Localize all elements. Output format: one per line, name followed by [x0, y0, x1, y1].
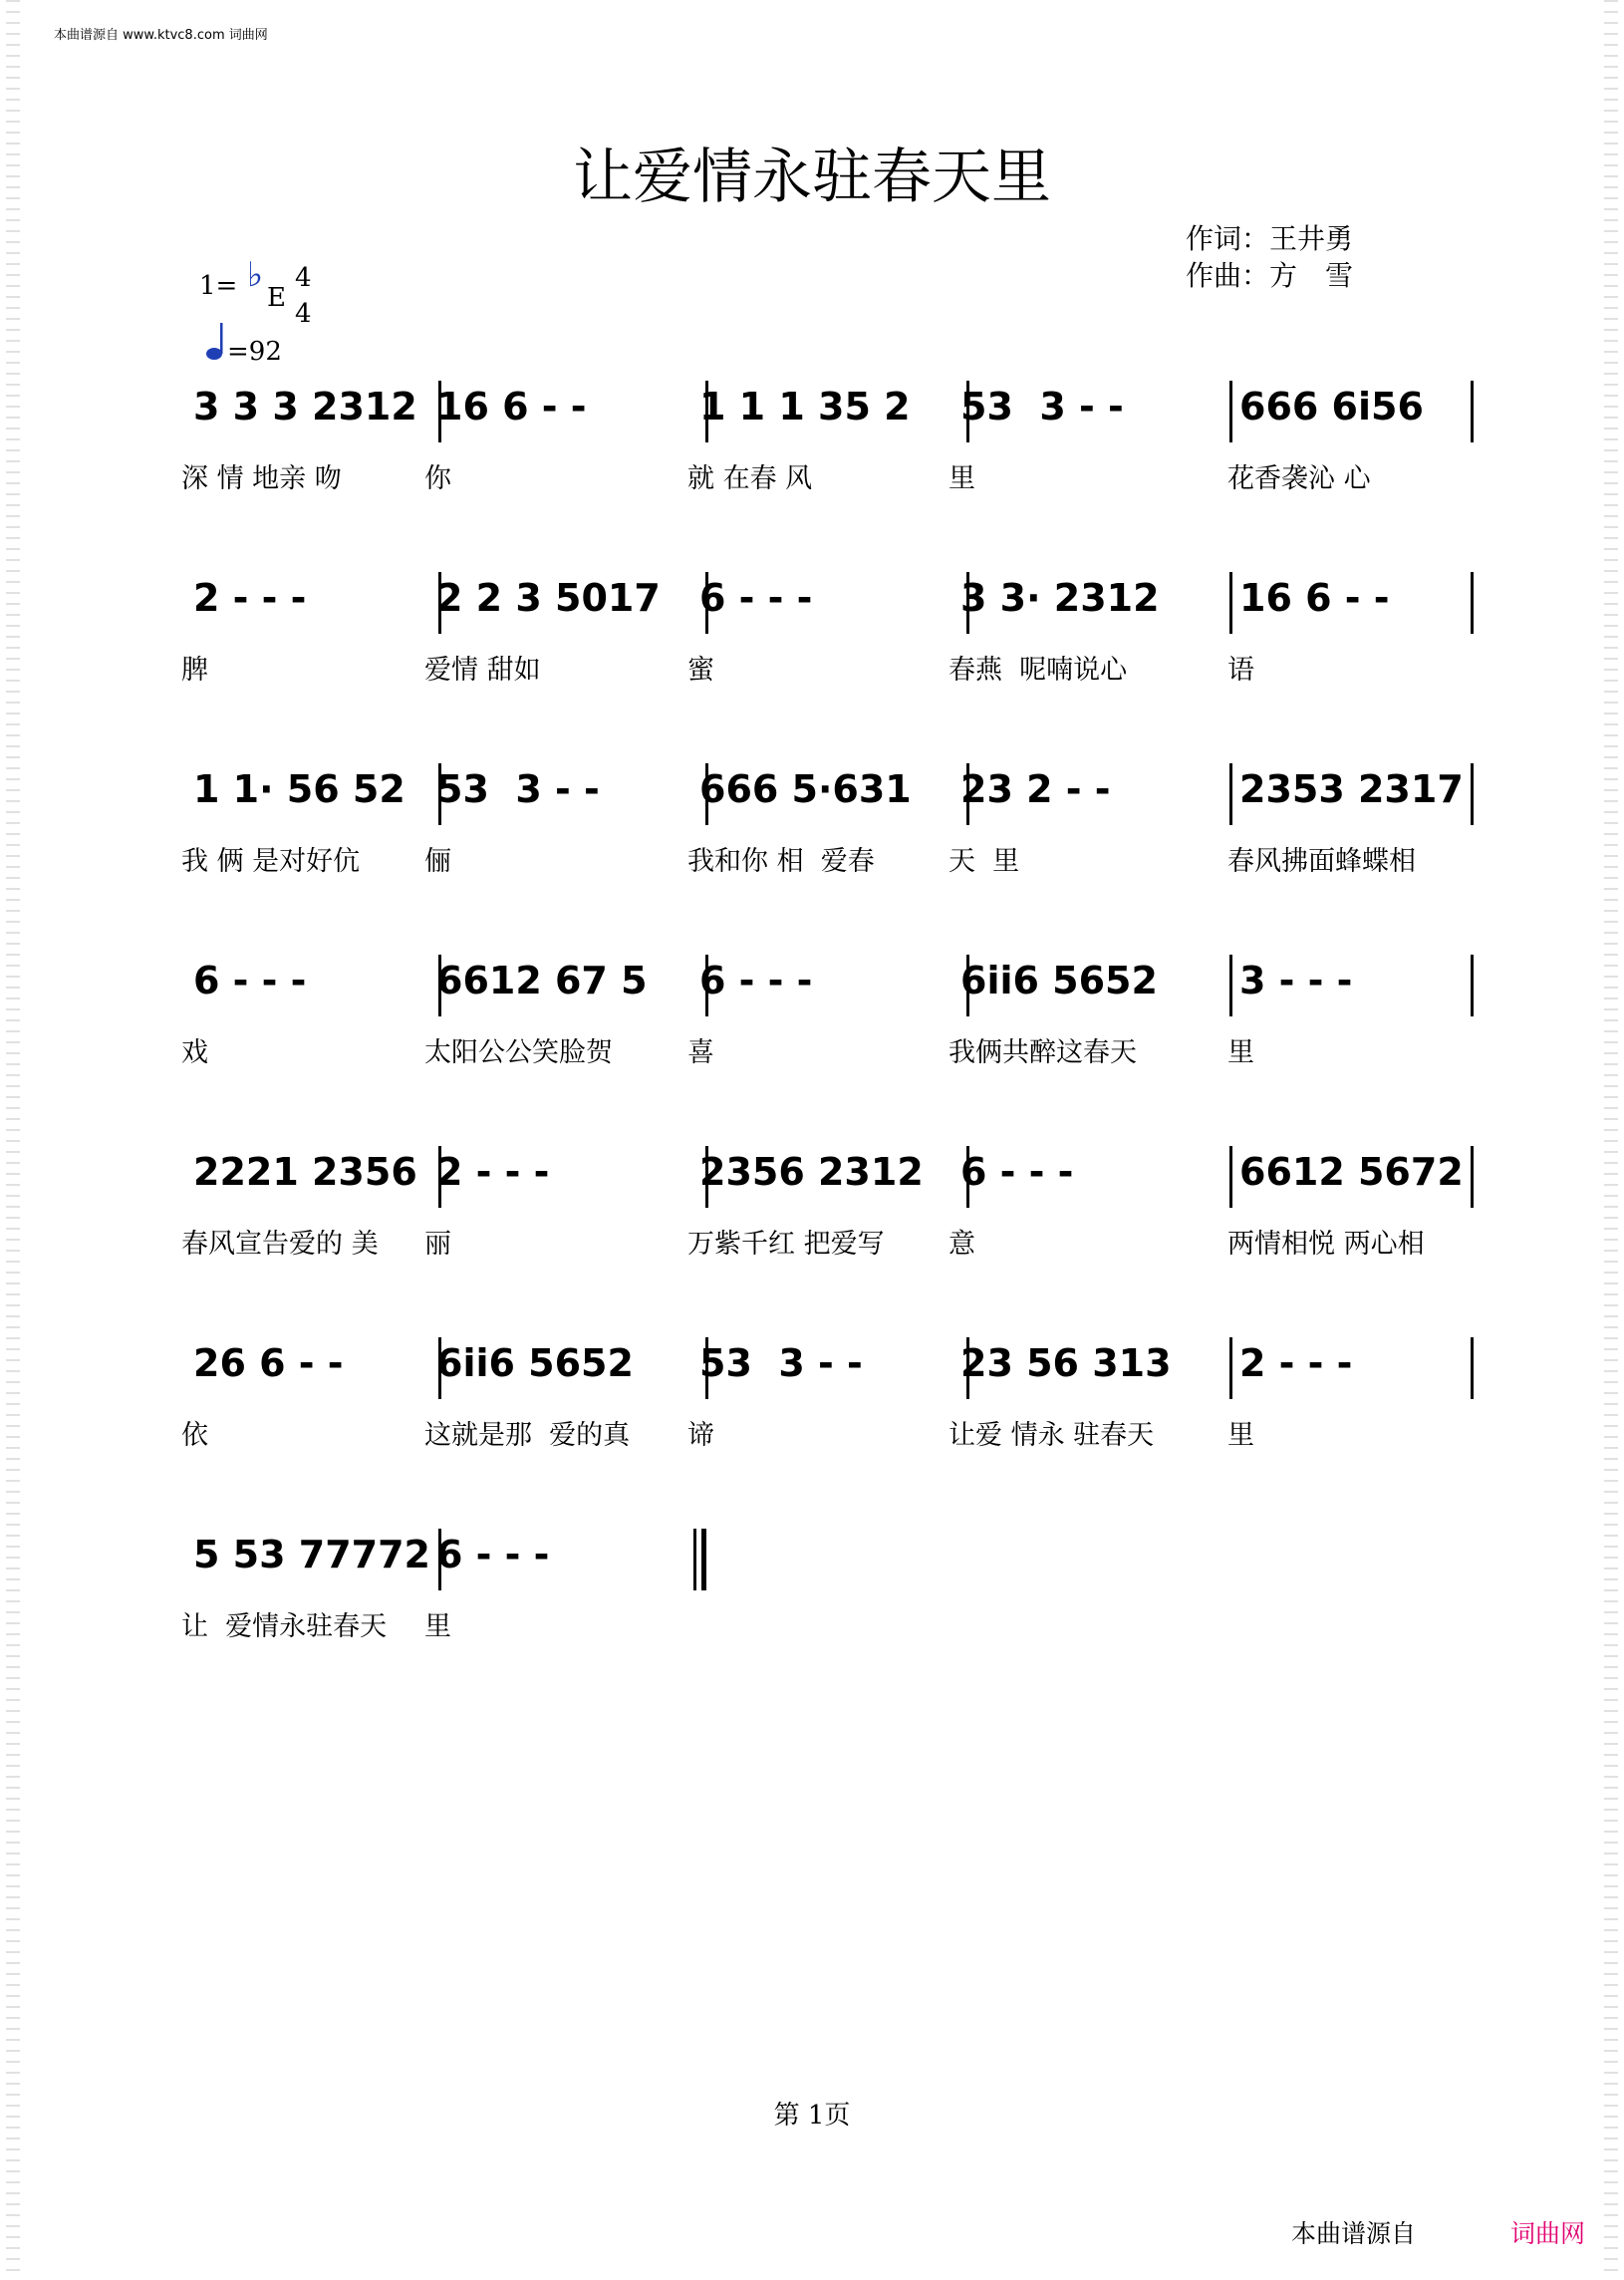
lyric-line: 意	[948, 1229, 975, 1260]
tempo-marking: =92	[227, 337, 282, 367]
left-border-pattern	[6, 0, 20, 2280]
bar-line	[1229, 1146, 1232, 1208]
lyricist-credit: 作词：王井勇	[1186, 222, 1354, 255]
bar-line	[1229, 1337, 1232, 1399]
page-number: 第 1页	[773, 2101, 851, 2131]
lyric-line: 里	[1227, 1037, 1254, 1068]
lyric-line: 万紫千红 把爱写	[687, 1229, 885, 1260]
footer-source: 本曲谱源自	[1291, 2219, 1417, 2248]
lyric-line: 丽	[424, 1229, 451, 1260]
measure-notes: 2221 2356	[193, 1150, 417, 1194]
source-note: 本曲谱源自 www.ktvc8.com 词曲网	[54, 28, 268, 43]
lyric-line: 我 俩 是对好伉	[181, 846, 361, 877]
measure-notes: 2 - - -	[436, 1150, 550, 1194]
bar-line	[701, 1529, 706, 1590]
bar-line	[1229, 955, 1232, 1016]
lyric-line: 喜	[687, 1037, 714, 1068]
lyric-line: 就 在春 风	[687, 463, 813, 494]
lyric-line: 蜜	[687, 655, 714, 686]
lyric-line: 让 爱情永驻春天	[181, 1611, 388, 1642]
lyric-line: 天 里	[948, 846, 1020, 877]
lyric-line: 春风宣告爱的 美	[181, 1229, 379, 1260]
lyric-line: 深 情 地亲 吻	[181, 463, 342, 494]
score-row	[169, 1533, 1475, 1652]
lyric-line: 太阳公公笑脸贺	[424, 1037, 613, 1068]
lyric-line: 语	[1227, 655, 1254, 686]
composer-credit: 作曲：方 雪	[1186, 259, 1354, 292]
score-row	[169, 1150, 1475, 1270]
final-bar-line	[693, 1529, 696, 1590]
measure-notes: 6 - - -	[436, 1533, 550, 1576]
measure-notes: 3 3· 2312	[960, 576, 1160, 620]
score-row	[169, 767, 1475, 887]
bar-line	[1229, 763, 1232, 825]
bar-line	[1229, 572, 1232, 634]
lyric-line: 春风拂面蜂蝶相	[1227, 846, 1416, 877]
measure-notes: 6612 5672	[1239, 1150, 1464, 1194]
lyric-line: 谛	[687, 1420, 714, 1451]
measure-notes: 6ii6 5652	[436, 1341, 634, 1385]
measure-notes: 16 6 - -	[436, 385, 587, 428]
bar-line	[1471, 381, 1474, 442]
measure-notes: 3 - - -	[1239, 959, 1353, 1002]
lyric-line: 戏	[181, 1037, 208, 1068]
bar-line	[1229, 381, 1232, 442]
measure-notes: 6 - - -	[699, 576, 813, 620]
right-border-pattern	[1604, 0, 1618, 2280]
measure-notes: 2 - - -	[193, 576, 307, 620]
measure-notes: 23 2 - -	[960, 767, 1111, 811]
measure-notes: 6ii6 5652	[960, 959, 1158, 1002]
lyric-line: 里	[948, 463, 975, 494]
measure-notes: 2 - - -	[1239, 1341, 1353, 1385]
measure-notes: 53 3 - -	[699, 1341, 863, 1385]
measure-notes: 3 3 3 2312	[193, 385, 417, 428]
score-row	[169, 1341, 1475, 1461]
footer-site: 词曲网	[1510, 2219, 1586, 2248]
bar-line	[1471, 572, 1474, 634]
lyric-line: 春燕 呢喃说心	[948, 655, 1128, 686]
measure-notes: 666 6i56	[1239, 385, 1424, 428]
measure-notes: 26 6 - -	[193, 1341, 344, 1385]
quarter-note-icon	[205, 321, 227, 361]
key-label: 1=	[199, 271, 238, 301]
lyric-line: 花香袭沁 心	[1227, 463, 1371, 494]
song-title: 让爱情永驻春天里	[573, 142, 1051, 212]
score-row	[169, 385, 1475, 504]
measure-notes: 2356 2312	[699, 1150, 924, 1194]
lyric-line: 里	[1227, 1420, 1254, 1451]
measure-notes: 16 6 - -	[1239, 576, 1390, 620]
lyric-line: 让爱 情永 驻春天	[948, 1420, 1155, 1451]
key-letter: E	[267, 283, 286, 313]
time-signature-top: 4	[295, 263, 312, 293]
lyric-line: 依	[181, 1420, 208, 1451]
measure-notes: 1 1 1 35 2	[699, 385, 911, 428]
lyric-line: 脾	[181, 655, 208, 686]
measure-notes: 666 5·631	[699, 767, 912, 811]
lyric-line: 俪	[424, 846, 451, 877]
measure-notes: 53 3 - -	[436, 767, 600, 811]
time-signature-bottom: 4	[295, 299, 312, 329]
measure-notes: 53 3 - -	[960, 385, 1124, 428]
lyric-line: 爱情 甜如	[424, 655, 541, 686]
measure-notes: 6612 67 5	[436, 959, 648, 1002]
measure-notes: 6 - - -	[193, 959, 307, 1002]
lyric-line: 里	[424, 1611, 451, 1642]
measure-notes: 6 - - -	[960, 1150, 1074, 1194]
bar-line	[1471, 763, 1474, 825]
lyric-line: 我和你 相 爱春	[687, 846, 875, 877]
measure-notes: 5 53 77772	[193, 1533, 430, 1576]
lyric-line: 我俩共醉这春天	[948, 1037, 1137, 1068]
measure-notes: 6 - - -	[699, 959, 813, 1002]
measure-notes: 2353 2317	[1239, 767, 1464, 811]
flat-sign: ♭	[247, 255, 264, 295]
measure-notes: 2 2 3 5017	[436, 576, 661, 620]
score-row	[169, 576, 1475, 696]
measure-notes: 1 1· 56 52	[193, 767, 406, 811]
bar-line	[1471, 1146, 1474, 1208]
bar-line	[1471, 955, 1474, 1016]
score-row	[169, 959, 1475, 1078]
measure-notes: 23 56 313	[960, 1341, 1172, 1385]
lyric-line: 这就是那 爱的真	[424, 1420, 631, 1451]
lyric-line: 两情相悦 两心相	[1227, 1229, 1425, 1260]
lyric-line: 你	[424, 463, 451, 494]
bar-line	[1471, 1337, 1474, 1399]
